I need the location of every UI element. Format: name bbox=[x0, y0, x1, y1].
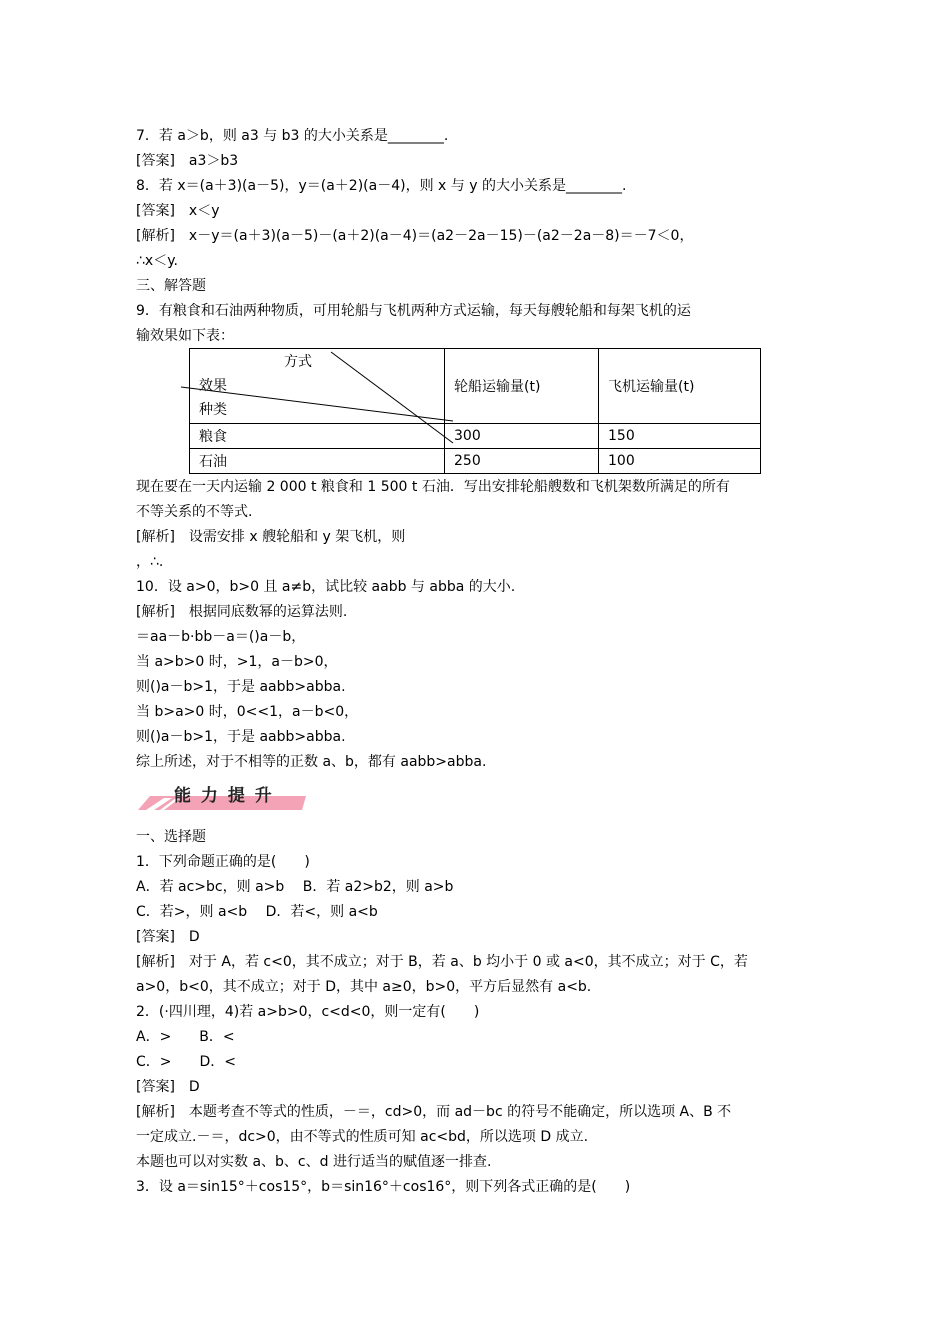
c1-answer: [答案] D bbox=[136, 929, 200, 945]
c2-analysis-line3: 本题也可以对实数 a、b、c、d 进行适当的赋值逐一排查. bbox=[136, 1154, 492, 1170]
c1-options-cd: C．若>，则 a<b D．若<，则 a<b bbox=[136, 904, 378, 920]
c1-analysis-line1: [解析] 对于 A，若 c<0，其不成立；对于 B，若 a、b 均小于 0 或 a<0，其不成立；对于 C，若 bbox=[136, 954, 748, 970]
q9-requirement-line2: 不等关系的不等式. bbox=[136, 504, 253, 520]
q8-analysis: [解析] x－y＝(a＋3)(a－5)－(a＋2)(a－4)＝(a2－2a－15)－(a2－2a－8)＝－7＜0， bbox=[136, 228, 694, 244]
q7-answer: [答案] a3＞b3 bbox=[136, 153, 239, 169]
table-diagonal-header bbox=[190, 349, 445, 424]
c2-options-ab: A．> B．< bbox=[136, 1029, 235, 1045]
c2-answer: [答案] D bbox=[136, 1079, 200, 1095]
q10-summary: 综上所述，对于不相等的正数 a、b，都有 aabb>abba. bbox=[136, 754, 487, 770]
q7-text: 7．若 a＞b，则 a3 与 b3 的大小关系是________. bbox=[136, 128, 449, 144]
q9-text-line1: 9．有粮食和石油两种物质，可用轮船与飞机两种方式运输，每天每艘轮船和每架飞机的运 bbox=[136, 303, 691, 319]
row-plane: 150 bbox=[599, 424, 761, 449]
c2-text: 2．(·四川理，4)若 a>b>0，c<d<0，则一定有( ) bbox=[136, 1004, 480, 1020]
diagonal-lines bbox=[180, 349, 455, 444]
q10-analysis: [解析] 根据同底数幂的运算法则. bbox=[136, 604, 348, 620]
q8-answer: [答案] x＜y bbox=[136, 203, 220, 219]
row-kind: 粮食 bbox=[190, 424, 445, 449]
row-kind: 石油 bbox=[190, 449, 445, 474]
ability-banner bbox=[136, 780, 316, 812]
row-plane: 100 bbox=[599, 449, 761, 474]
c2-analysis-line1: [解析] 本题考查不等式的性质，－＝，cd>0，而 ad－bc 的符号不能确定，所以选项 A、B 不 bbox=[136, 1104, 732, 1120]
q9-requirement-line1: 现在要在一天内运输 2 000 t 粮食和 1 500 t 石油．写出安排轮船艘数和飞机架数所满足的所有 bbox=[136, 479, 730, 495]
c1-options-ab: A．若 ac>bc，则 a>b B．若 a2>b2，则 a>b bbox=[136, 879, 454, 895]
c1-analysis-line2: a>0，b<0，其不成立；对于 D，其中 a≥0，b>0，平方后显然有 a<b. bbox=[136, 979, 592, 995]
q10-step5: 则()a－b>1，于是 aabb>abba. bbox=[136, 729, 346, 745]
q10-step2: 当 a>b>0 时，>1，a－b>0， bbox=[136, 654, 338, 670]
c2-analysis-line2: 一定成立.－＝，dc>0，由不等式的性质可知 ac<bd，所以选项 D 成立. bbox=[136, 1129, 589, 1145]
header-effect: 效果 bbox=[199, 378, 227, 394]
q9-conclusion: ，∴. bbox=[136, 554, 164, 570]
q8-conclusion: ∴x＜y. bbox=[136, 253, 178, 269]
q8-text: 8．若 x＝(a＋3)(a－5)，y＝(a＋2)(a－4)，则 x 与 y 的大小关系是________. bbox=[136, 178, 627, 194]
row-ship: 300 bbox=[445, 424, 599, 449]
transport-table bbox=[189, 348, 761, 474]
q9-text-line2: 输效果如下表： bbox=[136, 328, 234, 344]
header-way: 方式 bbox=[284, 354, 312, 370]
c1-text: 1．下列命题正确的是( ) bbox=[136, 854, 310, 870]
section-heading-solve: 三、解答题 bbox=[136, 278, 206, 294]
q10-text: 10．设 a>0，b>0 且 a≠b，试比较 aabb 与 abba 的大小. bbox=[136, 579, 516, 595]
col-plane-header: 飞机运输量(t) bbox=[599, 349, 761, 424]
table-row bbox=[190, 449, 761, 474]
row-ship: 250 bbox=[445, 449, 599, 474]
q10-step1: ＝aa－b·bb－a＝()a－b， bbox=[136, 629, 306, 645]
c2-options-cd: C．> D．< bbox=[136, 1054, 237, 1070]
q10-step3: 则()a－b>1，于是 aabb>abba. bbox=[136, 679, 346, 695]
col-ship-header: 轮船运输量(t) bbox=[445, 349, 599, 424]
q9-analysis: [解析] 设需安排 x 艘轮船和 y 架飞机，则 bbox=[136, 529, 406, 545]
header-kind: 种类 bbox=[199, 402, 227, 418]
section-heading-choice: 一、选择题 bbox=[136, 829, 206, 845]
c3-text: 3．设 a＝sin15°＋cos15°，b＝sin16°＋cos16°，则下列各式正确的是( ) bbox=[136, 1179, 631, 1195]
banner-title: 能 力 提 升 bbox=[174, 786, 274, 806]
q10-step4: 当 b>a>0 时，0<<1，a－b<0， bbox=[136, 704, 359, 720]
